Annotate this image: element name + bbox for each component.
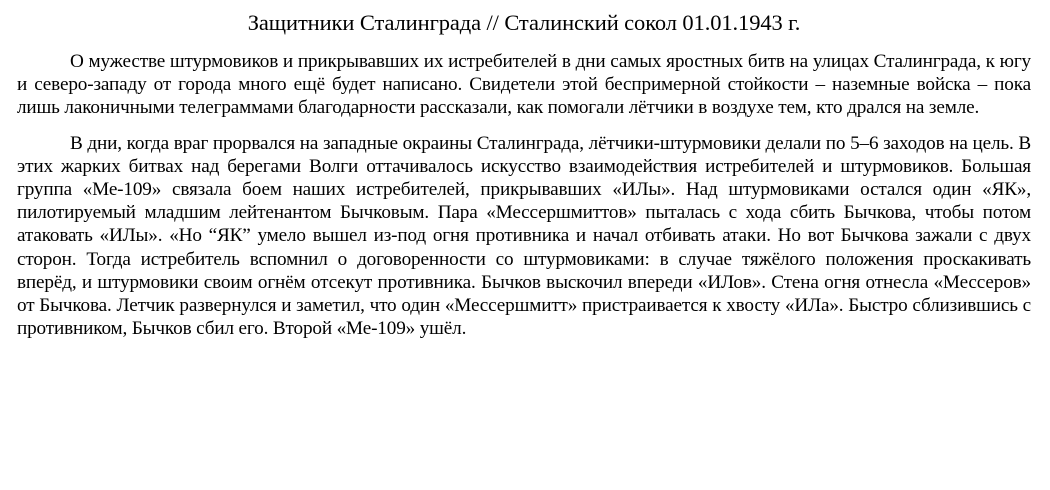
document-title: Защитники Сталинграда // Сталинский сокол 01.01.1943 г. (247, 10, 801, 35)
paragraph-1: О мужестве штурмовиков и прикрывавших их истребителей в дни самых яростных битв на улицах Сталинграда, к югу и северо-западу от города много ещё будет написано. Свидетели этой беспримерной стойкости – наземные войска – пока лишь лаконичными телеграммами благодарности рассказали, как помогали лётчики в воздухе тем, кто дрался на земле. (17, 51, 1031, 119)
paragraph-2: В дни, когда враг прорвался на западные окраины Сталинграда, лётчики-штурмовики делали по 5–6 заходов на цель. В этих жарких битвах над берегами Волги оттачивалось искусство взаимодействия истребителей и штурмовиков. Большая группа «Ме-109» связала боем наших истребителей, прикрывавших «ИЛы». Над штурмовиками остался один «ЯК», пилотируемый младшим лейтенантом Бычковым. Пара «Мессершмиттов» пыталась с хода сбить Бычкова, чтобы потом атаковать «ИЛы». «Но “ЯК” умело вышел из-под огня противника и начал отбивать атаки. Но вот Бычкова зажали с двух сторон. Тогда истребитель вспомнил о договоренности со штурмовиками: в случае тяжёлого положения проскакивать вперёд, и штурмовики своим огнём отсекут противника. Бычков выскочил впереди «ИЛов». Стена огня отнесла «Мессеров» от Бычкова. Летчик развернулся и заметил, что один «Мессершмитт» пристраивается к хвосту «ИЛа». Быстро сблизившись с противником, Бычков сбил его. Второй «Ме-109» ушёл. (17, 132, 1031, 340)
document-page (17, 10, 1031, 340)
